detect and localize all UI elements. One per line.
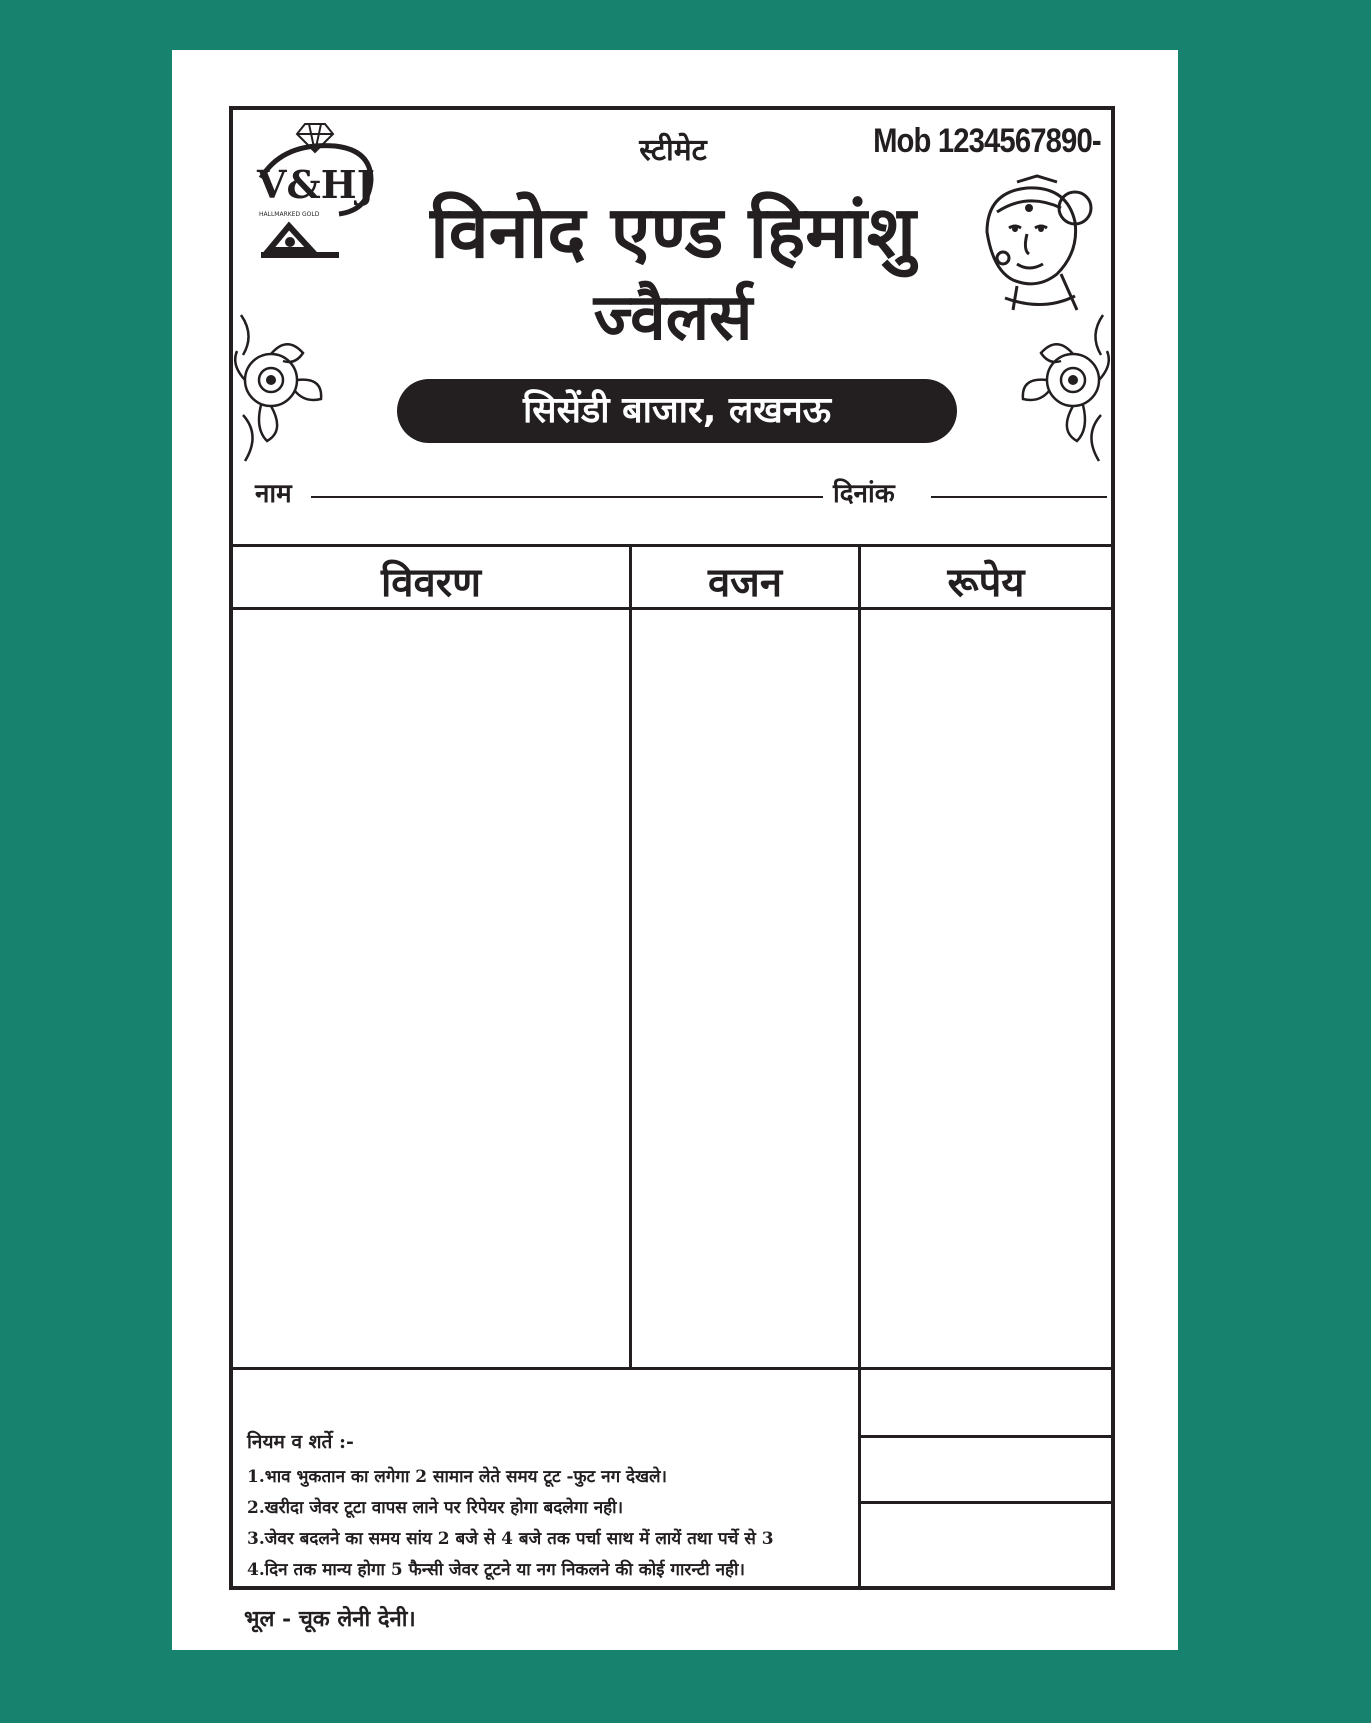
column-amount: रूपेय (947, 560, 1025, 606)
lady-face-icon (957, 162, 1107, 312)
column-divider (629, 547, 632, 1370)
footer-note: भूल - चूक लेनी देनी। (244, 1606, 416, 1632)
flower-ornament-icon (1013, 295, 1113, 465)
mobile-number: Mob 1234567890- (873, 122, 1101, 160)
customer-fields (255, 474, 1095, 514)
term-item: 4.दिन तक मान्य होगा 5 फैन्सी जेवर टूटने या नग निकलने की कोई गारन्टी नही। (247, 1560, 745, 1580)
term-item: 2.खरीदा जेवर टूटा वापस लाने पर रिपेयर होगा बदलेगा नही। (247, 1498, 624, 1518)
column-weight: वजन (707, 560, 783, 606)
table-header-row (233, 547, 1111, 610)
date-label: दिनांक (833, 479, 895, 509)
hallmark-caption: HALLMARKED GOLD (259, 211, 320, 218)
bill-form (229, 106, 1115, 1590)
hallmark-icon (261, 226, 339, 258)
total-row-line (858, 1435, 1111, 1438)
name-field[interactable] (311, 496, 823, 498)
terms-and-conditions (247, 1428, 857, 1586)
total-row-line (858, 1501, 1111, 1504)
logo-monogram: V&HJ (257, 162, 375, 207)
term-item: 1.भाव भुकतान का लगेगा 2 सामान लेते समय टूट -फुट नग देखले। (247, 1467, 667, 1487)
term-item: 3.जेवर बदलने का समय सांय 2 बजे से 4 बजे तक पर्चा साथ में लायें तथा पर्चे से 3 (247, 1529, 774, 1549)
shop-name-jewellers: ज्वैलर्स (593, 281, 753, 355)
column-divider (858, 547, 861, 1590)
shop-logo (243, 118, 383, 268)
flower-ornament-icon (231, 295, 331, 465)
name-label: नाम (255, 479, 292, 509)
terms-title: नियम व शर्ते :- (247, 1431, 354, 1453)
column-description: विवरण (380, 560, 482, 606)
table-body-bottom (233, 1367, 1111, 1370)
estimate-label: स्टीमेट (639, 133, 707, 168)
bill-header (233, 110, 1111, 540)
date-field[interactable] (931, 496, 1107, 498)
bill-paper (172, 50, 1178, 1650)
shop-name: विनोद एण्ड हिमांशु (430, 190, 916, 274)
shop-address: सिसेंडी बाजार, लखनऊ (397, 379, 957, 443)
